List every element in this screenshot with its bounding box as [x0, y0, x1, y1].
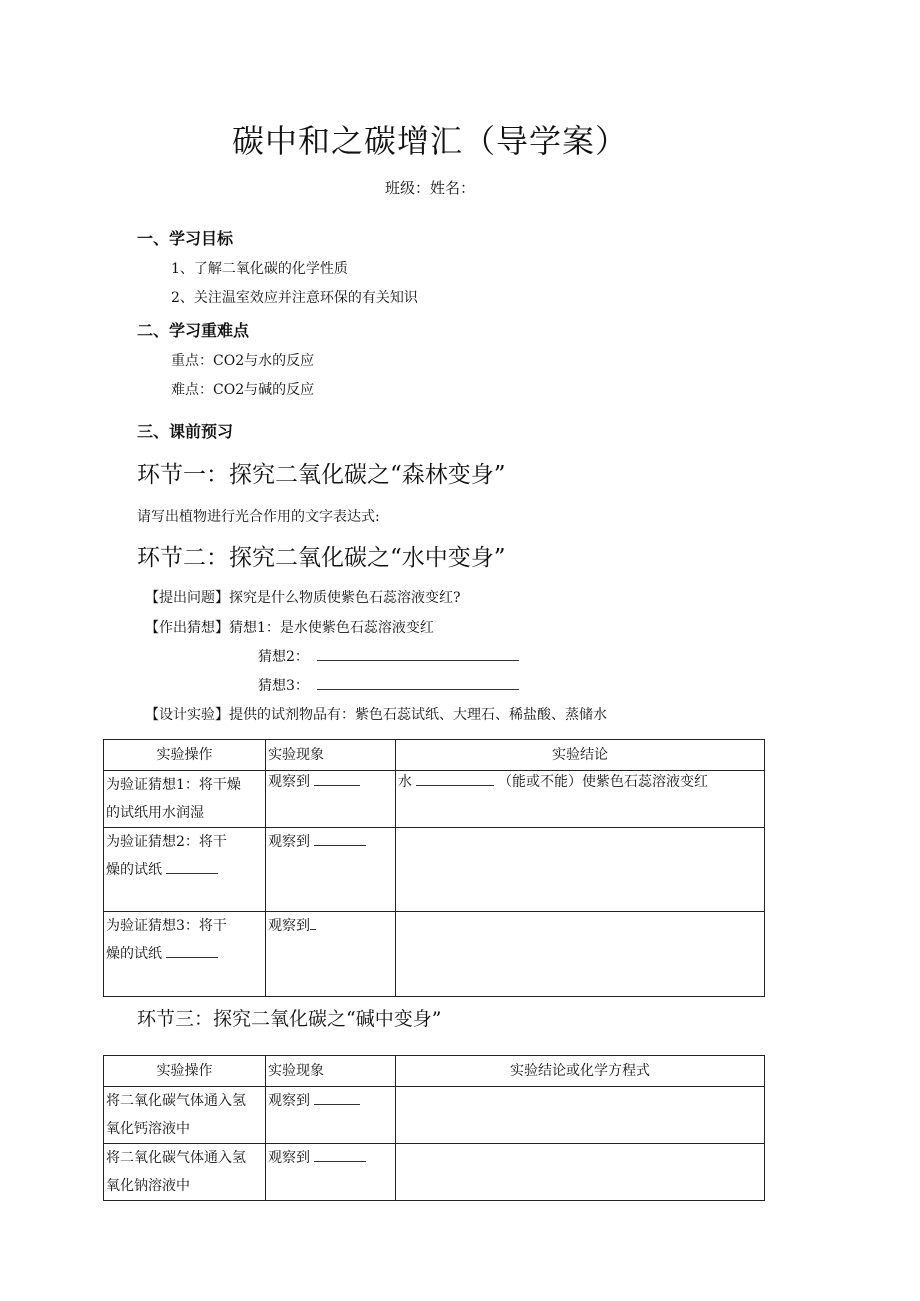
table-row — [104, 828, 765, 912]
experiment-table-alkali — [103, 1055, 765, 1201]
class-name-line: 班级：姓名： — [384, 179, 475, 197]
header-operation: 实验操作 — [104, 740, 266, 771]
conclusion-cell[interactable] — [396, 1144, 765, 1201]
phenomenon-cell — [266, 828, 396, 912]
operation-cell — [104, 771, 266, 828]
hypothesis-3-label: 猜想3： — [258, 678, 309, 694]
goal-item: 2、关注温室效应并注意环保的有关知识 — [171, 290, 418, 306]
hypothesis-line-1: 【作出猜想】猜想1：是水使紫色石蕊溶液变红 — [145, 620, 434, 636]
conclusion-cell[interactable] — [396, 912, 765, 997]
operation-text: 为验证猜想2：将干 — [106, 834, 227, 850]
phenomenon-label: 观察到 — [268, 774, 310, 790]
table-row — [104, 1144, 765, 1201]
phenomenon-label: 观察到 — [268, 1093, 310, 1109]
experiment-table-water — [103, 739, 765, 997]
part3-heading: 环节三：探究二氧化碳之“碱中变身” — [137, 1008, 442, 1030]
operation-text: 将二氧化碳气体通入氢 — [106, 1150, 246, 1166]
key-point-item: 重点：CO2与水的反应 — [171, 353, 315, 369]
operation-text: 的试纸用水润湿 — [106, 805, 204, 821]
conclusion-suffix: （能或不能）使紫色石蕊溶液变红 — [498, 774, 708, 790]
phenomenon-cell — [266, 1144, 396, 1201]
operation-cell — [104, 912, 266, 997]
operation-text — [106, 856, 263, 884]
conclusion-cell[interactable] — [396, 1087, 765, 1144]
part1-heading: 环节一：探究二氧化碳之“森林变身” — [137, 462, 506, 488]
phenomenon-blank[interactable] — [314, 1148, 366, 1162]
section-heading-preview: 三、课前预习 — [137, 422, 234, 441]
page-title: 碳中和之碳增汇（导学案） — [231, 122, 628, 160]
operation-blank[interactable] — [166, 860, 218, 874]
operation-text — [106, 940, 263, 968]
goal-item: 1、了解二氧化碳的化学性质 — [171, 261, 348, 277]
phenomenon-blank[interactable] — [310, 916, 316, 930]
phenomenon-blank[interactable] — [314, 772, 360, 786]
header-phenomenon: 实验现象 — [266, 1056, 396, 1087]
table-header-row — [104, 1056, 765, 1087]
operation-cell — [104, 1087, 266, 1144]
operation-text: 氧化钠溶液中 — [106, 1178, 190, 1194]
header-conclusion: 实验结论或化学方程式 — [396, 1056, 765, 1087]
conclusion-blank[interactable] — [416, 772, 494, 786]
part1-prompt: 请写出植物进行光合作用的文字表达式: — [137, 509, 380, 525]
difficult-point-item: 难点：CO2与碱的反应 — [171, 382, 315, 398]
operation-text: 氧化钙溶液中 — [106, 1121, 190, 1137]
phenomenon-blank[interactable] — [314, 1091, 360, 1105]
header-conclusion: 实验结论 — [396, 740, 765, 771]
phenomenon-cell — [266, 1087, 396, 1144]
conclusion-prefix: 水 — [398, 774, 412, 790]
table-row — [104, 771, 765, 828]
header-phenomenon: 实验现象 — [266, 740, 396, 771]
operation-cell — [104, 1144, 266, 1201]
table-row — [104, 1087, 765, 1144]
conclusion-cell[interactable] — [396, 828, 765, 912]
question-line: 【提出问题】探究是什么物质使紫色石蕊溶液变红? — [145, 590, 461, 606]
phenomenon-label: 观察到 — [268, 834, 310, 850]
table-header-row — [104, 740, 765, 771]
design-line: 【设计实验】提供的试剂物品有：紫色石蕊试纸、大理石、稀盐酸、蒸储水 — [145, 707, 607, 723]
phenomenon-cell — [266, 912, 396, 997]
part2-heading: 环节二：探究二氧化碳之“水中变身” — [137, 545, 506, 571]
phenomenon-label: 观察到 — [268, 918, 310, 934]
hypothesis-3-blank[interactable] — [317, 675, 519, 690]
hypothesis-line-3 — [258, 675, 519, 695]
hypothesis-2-blank[interactable] — [317, 646, 519, 661]
operation-text: 为验证猜想3：将干 — [106, 918, 227, 934]
phenomenon-cell — [266, 771, 396, 828]
operation-cell — [104, 828, 266, 912]
phenomenon-label: 观察到 — [268, 1150, 310, 1166]
conclusion-cell — [396, 771, 765, 828]
phenomenon-blank[interactable] — [314, 832, 366, 846]
hypothesis-line-2 — [258, 646, 519, 666]
header-operation: 实验操作 — [104, 1056, 266, 1087]
section-heading-goals: 一、学习目标 — [137, 229, 234, 248]
operation-blank[interactable] — [166, 944, 218, 958]
operation-text-part: 燥的试纸 — [106, 946, 162, 962]
operation-text-part: 燥的试纸 — [106, 862, 162, 878]
section-heading-key-points: 二、学习重难点 — [137, 321, 250, 340]
table-row — [104, 912, 765, 997]
hypothesis-2-label: 猜想2： — [258, 649, 309, 665]
operation-text: 将二氧化碳气体通入氢 — [106, 1093, 246, 1109]
operation-text: 为验证猜想1：将干燥 — [106, 777, 241, 793]
